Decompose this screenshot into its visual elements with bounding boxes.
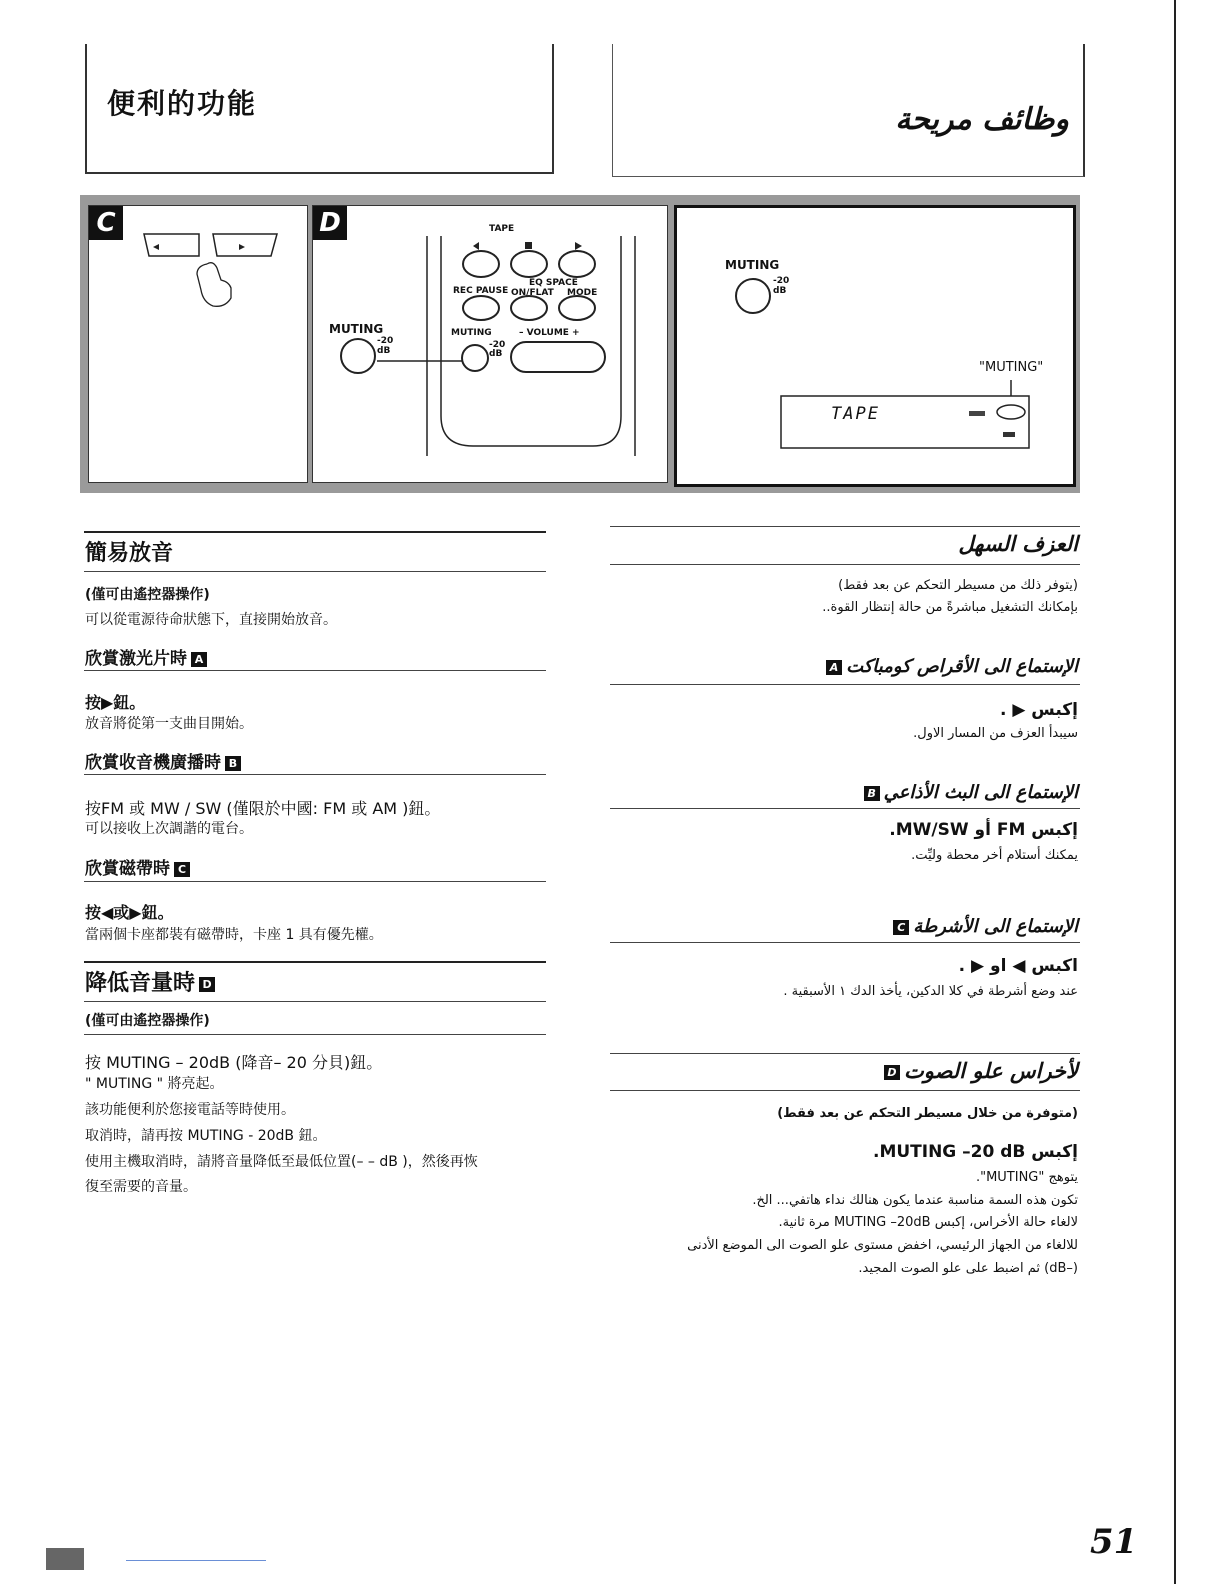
ar-easy-play-heading: العزف السهل: [958, 532, 1078, 556]
zh-tape-heading: [85, 854, 194, 879]
illustration-band: [80, 195, 1080, 493]
ar-muting-line-1: يتوهج "MUTING".: [975, 1170, 1078, 1185]
zh-rule-7: [84, 1001, 546, 1002]
zh-rule-5: [84, 881, 546, 882]
zh-tape-badge: C: [174, 862, 190, 877]
zh-title-box: [85, 44, 554, 174]
zh-tape-action: 按◀或▶鈕。: [85, 903, 174, 922]
muting-label-main: MUTING: [329, 322, 384, 336]
muting-unit-unit: dB: [773, 286, 787, 296]
ar-rule-4: [610, 808, 1080, 809]
zh-muting-badge: D: [199, 977, 215, 992]
ar-tape-heading: [610, 916, 1078, 937]
zh-tape-heading-text: 欣賞磁帶時: [85, 859, 170, 879]
ar-rule-6: [610, 1053, 1080, 1054]
zh-muting-line-1: " MUTING " 將亮起。: [85, 1076, 224, 1092]
remote-tape-label: TAPE: [489, 224, 515, 234]
muting-label-remote: MUTING: [451, 328, 492, 338]
ar-radio-action: إكبس FM أو MW/SW.: [889, 820, 1078, 840]
zh-muting-line-2: 該功能便利於您接電話等時使用。: [85, 1102, 295, 1118]
ar-radio-heading-text: الإستماع الى البث الأذاعي: [883, 782, 1078, 803]
muting-level-remote: -20: [489, 340, 506, 350]
zh-muting-line-5: 復至需要的音量。: [85, 1179, 197, 1195]
ar-muting-heading-text: لأخراس علو الصوت: [903, 1059, 1078, 1083]
ar-tape-heading-text: الإستماع الى الأشرطة: [913, 916, 1078, 937]
page-number: 51: [1090, 1522, 1138, 1562]
zh-muting-line-3: 取消時，請再按 MUTING - 20dB 鈕。: [85, 1128, 327, 1144]
ar-radio-desc: يمكنك أستلام أخر محطة وليِّت.: [911, 848, 1078, 863]
ar-muting-heading: [610, 1059, 1078, 1083]
zh-easy-play-desc: 可以從電源待命狀態下，直接開始放音。: [85, 612, 337, 628]
ar-muting-line-5: (–dB) ثم اضبط على علو الصوت المجيد.: [858, 1261, 1078, 1276]
zh-cd-desc: 放音將從第一支曲目開始。: [85, 716, 253, 732]
zh-muting-heading: [85, 966, 219, 997]
ar-rule-3: [610, 684, 1080, 685]
muting-unit-remote: dB: [489, 349, 503, 359]
panel-d-label: D: [313, 206, 347, 240]
ar-radio-badge: B: [864, 786, 880, 801]
zh-easy-play-note: (僅可由遙控器操作): [85, 587, 210, 603]
ar-rule-5: [610, 942, 1080, 943]
zh-rule-2: [84, 571, 546, 572]
eq-space-label: EQ SPACE: [529, 278, 578, 288]
ar-muting-action: إكبس MUTING –20 dB.: [872, 1142, 1078, 1162]
zh-tape-desc: 當兩個卡座都裝有磁帶時，卡座 1 具有優先權。: [85, 927, 383, 943]
ar-easy-play-desc: بإمكانك التشغيل مباشرةً من حالة إنتظار القوة..: [822, 600, 1078, 615]
volume-label: – VOLUME +: [519, 328, 580, 338]
ar-tape-action: اكبس ◀ او ▶ .: [958, 956, 1078, 976]
zh-rule-3: [84, 670, 546, 671]
zh-page-title: 便利的功能: [107, 87, 258, 120]
ar-tape-badge: C: [893, 920, 909, 935]
zh-rule-4: [84, 774, 546, 775]
muting-unit-main: dB: [377, 346, 391, 356]
panel-c: [88, 205, 308, 483]
zh-muting-note: (僅可由遙控器操作): [85, 1013, 210, 1029]
tape-buttons-illustration: [89, 206, 307, 482]
scan-mark: [46, 1548, 84, 1570]
on-flat-label: ON/FLAT: [511, 288, 554, 298]
ar-muting-line-2: تكون هذه السمة مناسبة عندما يكون هنالك نداء هاتفي... الخ.: [752, 1193, 1078, 1208]
display-text: TAPE: [831, 404, 880, 424]
zh-radio-desc: 可以接收上次調諧的電台。: [85, 821, 253, 837]
panel-d: [312, 205, 668, 483]
ar-muting-line-3: لالغاء حالة الأخراس، إكبس MUTING –20dB مرة ثانية.: [778, 1215, 1078, 1230]
ar-muting-badge: D: [884, 1065, 900, 1080]
ar-muting-line-4: للالغاء من الجهاز الرئيسي، اخفض مستوى علو الصوت الى الموضع الأدنى: [687, 1238, 1078, 1253]
zh-muting-action: 按 MUTING – 20dB (降音– 20 分貝)鈕。: [85, 1053, 383, 1072]
ar-cd-desc: سيبدأ العزف من المسار الاول.: [913, 726, 1078, 741]
zh-radio-action: 按FM 或 MW / SW (僅限於中國: FM 或 AM )鈕。: [85, 799, 441, 818]
main-unit-panel: [674, 205, 1076, 487]
zh-cd-heading: [85, 644, 211, 669]
panel-c-label: C: [89, 206, 123, 240]
ar-radio-heading: [610, 782, 1078, 803]
ar-rule-1: [610, 526, 1080, 527]
ar-rule-2: [610, 564, 1080, 565]
ar-title-box: [612, 44, 1085, 177]
muting-level-main: -20: [377, 336, 394, 346]
zh-cd-action: 按▶鈕。: [85, 693, 146, 712]
muting-level-unit: -20: [773, 276, 790, 286]
ar-cd-badge: A: [826, 660, 842, 675]
zh-radio-badge: B: [225, 756, 241, 771]
ar-cd-action: إكبس ▶ .: [999, 700, 1078, 720]
zh-rule-1: [84, 531, 546, 533]
page-right-border: [1174, 0, 1176, 1584]
mode-label: MODE: [567, 288, 598, 298]
zh-radio-heading: [85, 748, 245, 773]
zh-cd-heading-text: 欣賞激光片時: [85, 649, 187, 669]
zh-rule-6: [84, 961, 546, 963]
display-illustration: [677, 208, 1073, 484]
muting-label-unit: MUTING: [725, 258, 780, 272]
ar-easy-play-note: (يتوفر ذلك من مسيطر التحكم عن بعد فقط): [838, 578, 1078, 593]
display-callout: "MUTING": [979, 360, 1044, 375]
ar-cd-heading: [610, 656, 1078, 677]
ar-page-title: وظائف مريحة: [895, 102, 1069, 137]
zh-rule-8: [84, 1034, 546, 1035]
zh-cd-badge: A: [191, 652, 207, 667]
zh-muting-line-4: 使用主機取消時，請將音量降低至最低位置(– – dB )，然後再恢: [85, 1154, 478, 1170]
ar-muting-note: (متوفرة من خلال مسيطر التحكم عن بعد فقط): [777, 1106, 1078, 1121]
rec-pause-label: REC PAUSE: [453, 286, 509, 296]
ar-cd-heading-text: الإستماع الى الأقراص كومباكت: [846, 656, 1078, 677]
footer-line: [126, 1560, 266, 1561]
zh-muting-heading-text: 降低音量時: [85, 971, 196, 996]
ar-tape-desc: عند وضع أشرطة في كلا الدكين، يأخذ الدك ١ الأسبقية .: [783, 984, 1078, 999]
ar-rule-7: [610, 1090, 1080, 1091]
zh-radio-heading-text: 欣賞收音機廣播時: [85, 753, 221, 773]
zh-easy-play-heading: 簡易放音: [85, 541, 174, 566]
